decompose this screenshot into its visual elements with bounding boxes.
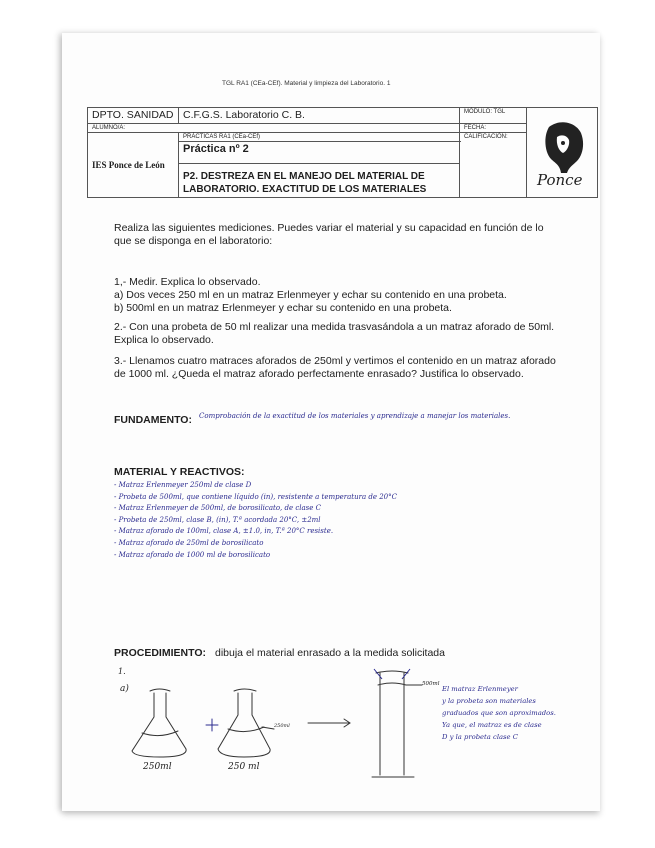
material-item: - Matraz Erlenmeyer 250ml de clase D [114, 481, 252, 489]
procedimiento-label: PROCEDIMIENTO: [114, 647, 206, 659]
q1-part-b: b) 500ml en un matraz Erlenmeyer y echar su contenido en una probeta. [114, 302, 452, 314]
document-page [62, 33, 600, 811]
note-line: El matraz Erlenmeyer [442, 685, 518, 693]
q1-part-a: a) Dos veces 250 ml en un matraz Erlenmeyer y echar su contenido en una probeta. [114, 289, 507, 301]
grade-cell: CALIFICACIÓN: [460, 133, 527, 198]
page-header: TGL RA1 (CEa-CEf). Material y limpieza del Laboratorio. 1 [222, 80, 391, 87]
material-item: - Matraz aforado de 250ml de borosilicato [114, 538, 264, 547]
fundamento-label: FUNDAMENTO: [114, 414, 192, 426]
note-line: y la probeta son materiales [442, 697, 536, 705]
fundamento-answer: Comprobación de la exactitud de los materiales y aprendizaje a manejar los materiales. [199, 412, 511, 420]
cylinder-mark-label: 500ml [422, 681, 440, 687]
practice-number: Práctica nº 2 [179, 142, 460, 164]
student-cell: ALUMNO/A: [88, 124, 460, 133]
q3-text: 3.- Llenamos cuatro matraces aforados de 250ml y vertimos el contenido en un matraz aforado de 1000 ml. ¿Queda el matraz aforado perfectamente enrasado? Justifica lo observado. [114, 355, 556, 380]
erlenmeyer-flask-2 [218, 693, 270, 757]
note-line: Ya que, el matraz es de clase [442, 721, 542, 729]
flask-mark-label: 250ml [274, 723, 290, 729]
material-item: - Probeta de 500ml, que contiene líquido (in), resistente a temperatura de 20°C [114, 492, 397, 501]
dept-cell: DPTO. SANIDAD [88, 108, 179, 124]
svg-text:Ponce: Ponce [537, 170, 583, 189]
practices-cell: PRÁCTICAS RA1 (CEa-CEf) [179, 133, 460, 142]
module-cell: MÓDULO: TGL [460, 108, 527, 124]
school-cell: IES Ponce de León [88, 133, 179, 198]
material-item: - Matraz aforado de 1000 ml de borosilicato [114, 550, 271, 559]
flask2-label: 250 ml [228, 762, 260, 772]
material-item: - Matraz Erlenmeyer de 500ml, de borosilicato, de clase C [114, 504, 321, 513]
material-label: MATERIAL Y REACTIVOS: [114, 466, 245, 478]
arrow-icon [308, 719, 350, 727]
graduated-cylinder [380, 673, 404, 775]
drawing-note [442, 683, 556, 743]
erlenmeyer-flask-1 [132, 693, 186, 757]
q1-title: 1,- Medir. Explica lo observado. [114, 276, 261, 288]
plus-sign [206, 719, 218, 731]
drawing-number: 1. [118, 667, 126, 676]
note-line: D y la probeta clase C [442, 733, 518, 741]
cycle-cell: C.F.G.S. Laboratorio C. B. [179, 108, 460, 124]
q2-text: 2.- Con una probeta de 50 ml realizar una medida trasvasándola a un matraz aforado de 50ml. Explica lo observado. [114, 321, 555, 346]
intro-text: Realiza las siguientes mediciones. Puedes variar el material y su capacidad en función de lo que se disponga en el laboratorio: [114, 222, 544, 247]
date-cell: FECHA: [460, 124, 527, 133]
drawing-part: a) [120, 684, 129, 694]
material-item: - Matraz aforado de 100ml, clase A, ±1.0, in, T.ª 20°C resiste. [114, 527, 334, 536]
note-line: graduados que son aproximados. [442, 709, 556, 717]
flask1-label: 250ml [143, 762, 172, 772]
procedimiento-text: dibuja el material enrasado a la medida solicitada [215, 647, 445, 659]
practice-title: P2. DESTREZA EN EL MANEJO DEL MATERIAL DE LABORATORIO. EXACTITUD DE LOS MATERIALES [179, 164, 460, 198]
material-item: - Probeta de 250ml, clase B, (in), T.ª acordada 20°C, ±2ml [114, 515, 321, 524]
